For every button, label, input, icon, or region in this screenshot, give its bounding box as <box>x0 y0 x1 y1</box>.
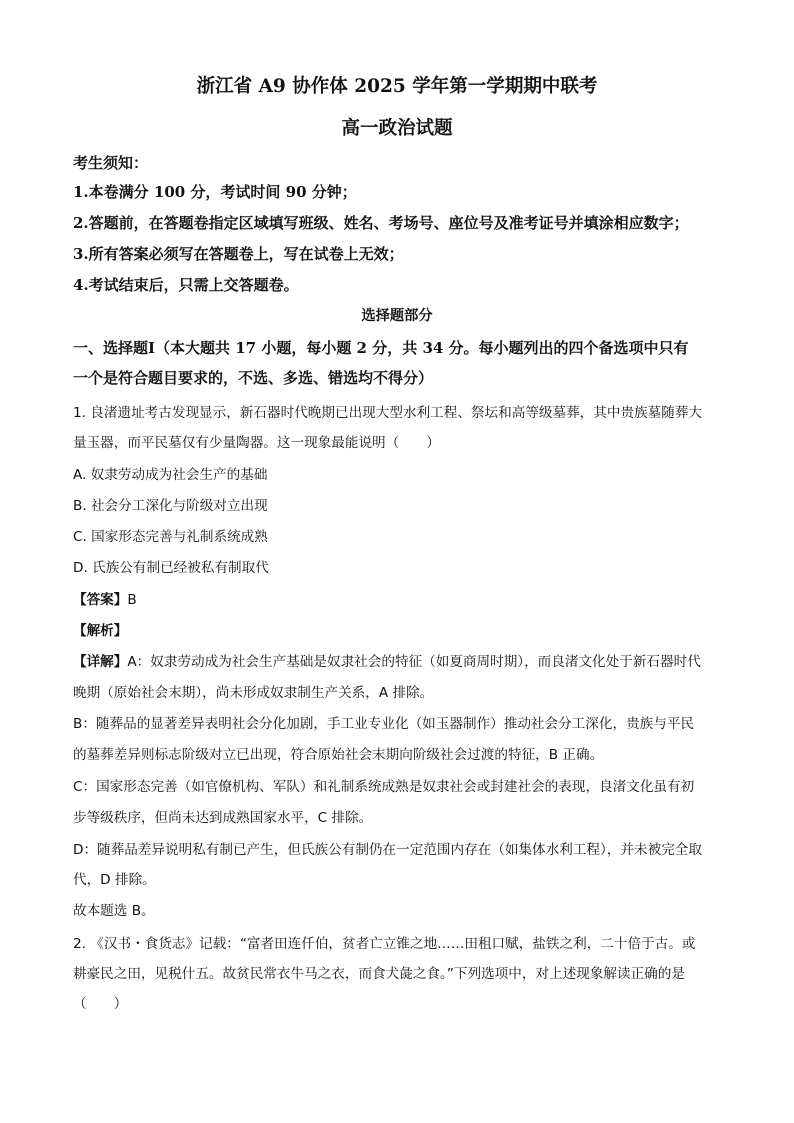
section-title: 选择题部分 <box>361 308 433 324</box>
answer-value: B <box>127 592 137 608</box>
detail-label: 【详解】 <box>73 654 128 670</box>
q1-stem-line2: 量玉器，而平民墓仅有少量陶器。这一现象最能说明（ ） <box>73 435 441 451</box>
q1-option-d: D. 氏族公有制已经被私有制取代 <box>73 560 269 576</box>
page-title: 浙江省 A9 协作体 2025 学年第一学期期中联考 <box>196 76 598 97</box>
detail-d-line1: D：随葬品差异说明私有制已产生，但氏族公有制仍在一定范围内存在（如集体水利工程），并未被完全取 <box>73 842 702 858</box>
detail-b-line2: 的墓葬差异则标志阶级对立已出现，符合原始社会末期向阶级社会过渡的特征，B 正确。 <box>73 747 604 763</box>
q1-option-c: C. 国家形态完善与礼制系统成熟 <box>73 529 268 545</box>
notice-item-3: 3.所有答案必须写在答题卷上，写在试卷上无效； <box>73 245 404 263</box>
q2-stem-line3: （ ） <box>73 996 128 1012</box>
q2-stem-line1: 2. 《汉书・食货志》记载：“富者田连仟伯，贫者亡立锥之地……田租口赋，盐铁之利，二十倍于古。或 <box>73 936 696 952</box>
answer-label: 【答案】 <box>73 592 128 608</box>
detail-c-line2: 步等级秩序，但尚未达到成熟国家水平，C 排除。 <box>73 810 373 826</box>
detail-b-line1: B：随葬品的显著差异表明社会分化加剧，手工业专业化（如玉器制作）推动社会分工深化，贵族与平民 <box>73 716 695 732</box>
q1-option-b: B. 社会分工深化与阶级对立出现 <box>73 498 268 514</box>
notice-item-2: 2.答题前，在答题卷指定区域填写班级、姓名、考场号、座位号及准考证号并填涂相应数字； <box>73 214 689 232</box>
q1-conclusion: 故本题选 B。 <box>73 903 155 919</box>
section-instruction-line2: 一个是符合题目要求的，不选、多选、错选均不得分） <box>73 369 434 387</box>
q2-stem-line2: 耕豪民之田，见税什五。故贫民常衣牛马之衣，而食犬彘之食。”下列选项中，对上述现象解读正确的是 <box>73 966 685 982</box>
q1-option-a: A. 奴隶劳动成为社会生产的基础 <box>73 467 268 483</box>
detail-a-line2: 晚期（原始社会末期），尚未形成奴隶制生产关系，A 排除。 <box>73 685 434 701</box>
notice-heading: 考生须知： <box>73 154 149 172</box>
q1-stem-line1: 1. 良渚遗址考古发现显示，新石器时代晚期已出现大型水利工程、祭坛和高等级墓葬，其中贵族墓随葬大 <box>73 405 703 421</box>
page-subtitle: 高一政治试题 <box>341 118 453 139</box>
notice-item-4: 4.考试结束后，只需上交答题卷。 <box>73 276 299 294</box>
section-instruction-line1: 一、选择题Ⅰ（本大题共 17 小题，每小题 2 分，共 34 分。每小题列出的四个备选项中只有 <box>73 339 689 357</box>
detail-d-line2: 代，D 排除。 <box>73 872 156 888</box>
detail-a-line1 <box>73 650 701 670</box>
q1-answer <box>73 588 137 608</box>
detail-c-line1: C：国家形态完善（如官僚机构、军队）和礼制系统成熟是奴隶社会或封建社会的表现，良渚文化虽有初 <box>73 779 695 795</box>
detail-a-text: A：奴隶劳动成为社会生产基础是奴隶社会的特征（如夏商周时期），而良渚文化处于新石器时代 <box>127 654 701 670</box>
notice-item-1: 1.本卷满分 100 分，考试时间 90 分钟； <box>73 183 357 201</box>
analysis-label: 【解析】 <box>73 623 128 639</box>
